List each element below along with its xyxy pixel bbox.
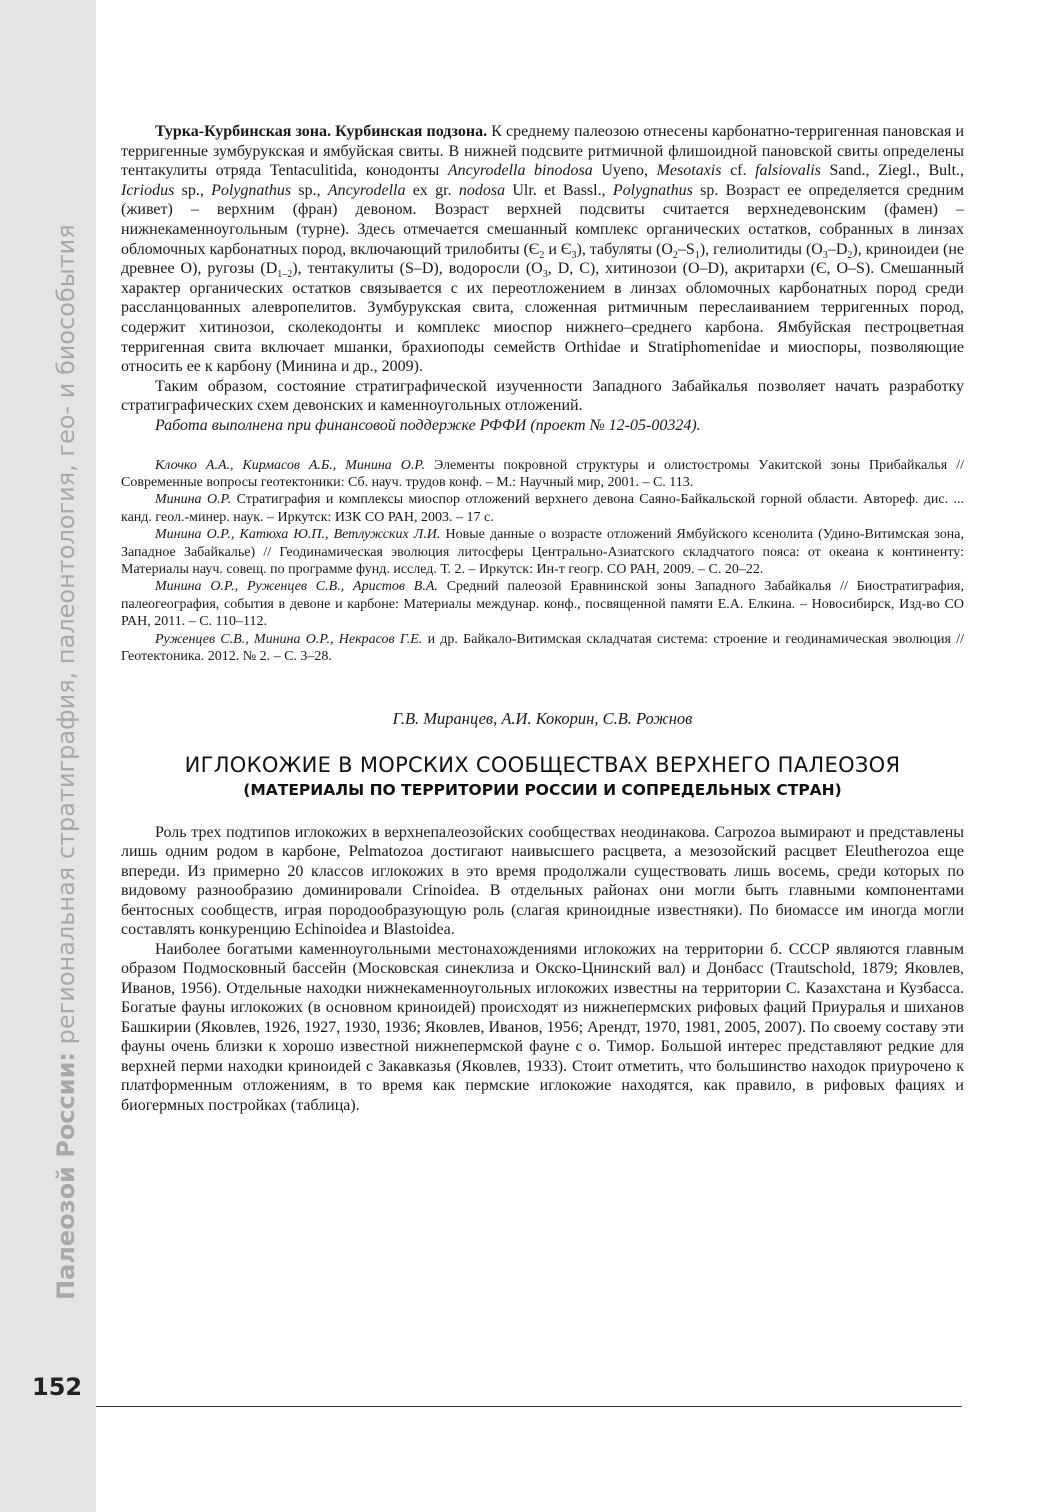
reference-authors: Минина О.Р., Руженцев С.В., Аристов В.А. bbox=[155, 579, 438, 595]
subscript: 2 bbox=[539, 249, 545, 261]
text-run: ex gr. bbox=[405, 181, 459, 199]
taxon-name: falsiovalis bbox=[755, 162, 821, 180]
subscript: 1–2 bbox=[277, 269, 293, 281]
text-run: ), тентакулиты (S–D), водоросли (O bbox=[292, 260, 543, 278]
text-run: К среднему палеозою отнесены карбонатно-терригенная пановская и терригенные зумбурукская и ямбуйская свиты. В нижней подсвите ритмичной флишоидной пановской свиты определены тентакулиты отряда Tentaculitida, конодонты bbox=[121, 123, 965, 180]
text-run: sp., bbox=[291, 181, 328, 199]
subscript: 3 bbox=[571, 249, 577, 261]
reference-text: Элементы покровной структуры и олистостромы Уакитской зоны Прибайкалья // Современные вопросы геотектоники: Сб. науч. трудов конф. – М.: Научный мир, 2001. – С. 113. bbox=[121, 457, 964, 490]
text-run: –S bbox=[677, 240, 695, 258]
page-number: 152 bbox=[32, 1373, 83, 1401]
paragraph-heading: Турка-Курбинская зона. Курбинская подзона. bbox=[155, 123, 488, 140]
article-body bbox=[121, 823, 964, 1116]
subscript: 1 bbox=[694, 249, 700, 261]
reference-item bbox=[121, 578, 964, 630]
paragraph-conclusion: Таким образом, состояние стратиграфической изученности Западного Забайкалья позволяет начать разработку стратиграфических схем девонских и каменноугольных отложений. bbox=[121, 377, 964, 415]
text-run: и Є bbox=[544, 240, 572, 258]
text-run: sp., bbox=[174, 181, 212, 199]
reference-text: Стратиграфия и комплексы миоспор отложений верхнего девона Саяно-Байкальской горной области. Автореф. дис. ... канд. геол.-минер. наук. – Иркутск: ИЗК СО РАН, 2003. – 17 с. bbox=[121, 492, 964, 525]
taxon-name: nodosa bbox=[458, 181, 506, 199]
taxon-name: Mesotaxis bbox=[656, 162, 722, 180]
taxon-name: Ancyrodella bbox=[327, 181, 406, 199]
page-content bbox=[121, 122, 964, 1115]
footer-rule bbox=[96, 1406, 962, 1407]
reference-text: Средний палеозой Еравнинской зоны Западного Забайкалья // Биостратиграфия, палеогеография, события в девоне и карбоне: Материалы междунар. конф., посвященной памяти Е.А. Елкина. – Новосибирск, Изд-во СО РАН, 2011. – С. 110–112. bbox=[121, 579, 964, 630]
text-run: –D bbox=[827, 240, 848, 258]
text-run: ), табуляты (O bbox=[576, 240, 673, 258]
article-title: ИГЛОКОЖИЕ В МОРСКИХ СООБЩЕСТВАХ ВЕРХНЕГО ПАЛЕОЗОЯ bbox=[184, 752, 901, 777]
text-run: Sand., Ziegl., Bult., bbox=[820, 162, 965, 180]
text-run: ), криноидеи (не древнее O), ругозы (D bbox=[121, 240, 964, 278]
reference-list bbox=[121, 457, 964, 666]
text-run: , D, C), хитинозои (O–D), акритархи (Є, O–S). Смешанный характер органических остатков связывается с их переотложением в линзах обломочных карбонатных пород среди рассланцованных алевропелитов. Зумбурукская свита, сложенная ритмичным переслаиванием терригенных пород, содержит хитинозои, сколекодонты и комплекс миоспор нижнего–среднего карбона. Ямбуйская пестроцветная терригенная свита включает мшанки, брахиоподы семейств Orthidae и Stratiphomenidae и миоспоры, позволяющие относить ее к карбону (Минина и др., 2009). bbox=[121, 260, 964, 376]
text-run: Uyeno, bbox=[592, 162, 657, 180]
subscript: 2 bbox=[672, 249, 678, 261]
running-header-series: Палеозой России: bbox=[52, 1052, 80, 1300]
reference-item bbox=[121, 491, 964, 526]
running-header-vertical bbox=[46, 224, 86, 1300]
text-run: Ulr. et Bassl., bbox=[505, 181, 613, 199]
taxon-name: Polygnathus bbox=[612, 181, 693, 199]
article-authors: Г.В. Миранцев, А.И. Кокорин, С.В. Рожнов bbox=[392, 709, 693, 729]
text-run: cf. bbox=[721, 162, 756, 180]
taxon-name: Icriodus bbox=[121, 181, 175, 199]
subscript: 3 bbox=[542, 269, 548, 281]
subscript: 2 bbox=[847, 249, 853, 261]
running-header-subtitle: региональная стратиграфия, палеонтология, гео- и биособытия bbox=[52, 224, 80, 1052]
reference-text: и др. Байкало-Витимская складчатая система: строение и геодинамическая эволюция // Геотектоника. 2012. № 2. – С. 3–28. bbox=[121, 631, 964, 664]
taxon-name: Polygnathus bbox=[211, 181, 292, 199]
article-paragraph: Роль трех подтипов иглокожих в верхнепалеозойских сообществах неодинакова. Carpozoa вымирают и представлены лишь одним родом в карбоне, Pelmatozoa достигают наивысшего расцвета, а мезозойский расцвет Eleutherozoa еще впереди. Из примерно 20 классов иглокожих в это время продолжали существовать лишь восемь, среди которых по видовому разнообразию доминировали Crinoidea. В отдельных районах они могли быть главными компонентами бентосных сообществ, играя породообразующую роль (слагая криноидные известняки). По биомассе им иногда могли составлять конкуренцию Echinoidea и Blastoidea. bbox=[121, 823, 964, 939]
reference-authors: Минина О.Р., Катюха Ю.П., Ветлужских Л.И. bbox=[155, 527, 441, 543]
text-run: ), гелиолитиды (O bbox=[699, 240, 823, 258]
reference-item bbox=[121, 631, 964, 666]
article-subtitle: (МАТЕРИАЛЫ ПО ТЕРРИТОРИИ РОССИИ И СОПРЕДЕЛЬНЫХ СТРАН) bbox=[243, 780, 842, 799]
subscript: 3 bbox=[822, 249, 828, 261]
reference-authors: Руженцев С.В., Минина О.Р., Некрасов Г.Е. bbox=[155, 631, 423, 647]
reference-text: Новые данные о возрасте отложений Ямбуйского ксенолита (Удино-Витимская зона, Западное Забайкалье) // Геодинамическая эволюция литосферы Центрально-Азиатского складчатого пояса: от океана к континенту: Материалы науч. совещ. по программе фунд. исслед. Т. 2. – Иркутск: Ин-т геогр. СО РАН, 2009. – С. 20–22. bbox=[121, 527, 965, 577]
reference-authors: Клочко А.А., Кирмасов А.Б., Минина О.Р. bbox=[155, 457, 426, 473]
article-paragraph: Наиболее богатыми каменноугольными местонахождениями иглокожих на территории б. СССР являются главным образом Подмосковный бассейн (Московская синеклиза и Окско-Цнинский вал) и Донбасс (Trautschold, 1879; Яковлев, Иванов, 1956). Отдельные находки нижнекаменноугольных иглокожих известны на территории С. Казахстана и Кузбасса. Богатые фауны иглокожих (в основном криноидей) происходят из нижнепермских рифовых фаций Приуралья и шиханов Башкирии (Яковлев, 1926, 1927, 1930, 1936; Яковлев, Иванов, 1956; Арендт, 1970, 1981, 2005, 2007). По своему составу эти фауны очень близки к хорошо известной нижнепермской фауне с о. Тимор. Большой интерес представляют редкие для верхней перми находки криноидей с Закавказья (Яковлев, 1933). Стоит отметить, что большинство находок приурочено к платформенным отложениям, в то время как пермские иглокожие находятся, как правило, в рифовых фациях и биогермных постройках (таблица). bbox=[121, 940, 964, 1114]
reference-item bbox=[121, 457, 964, 492]
text-run: sp. Возраст ее определяется средним (живет) – верхним (фран) девоном. Возраст верхней подсвиты считается верхнедевонским (фамен) – нижнекаменноугольным (турне). Здесь отмечается смешанный комплекс органических остатков, собранных в линзах обломочных карбонатных пород, включающий трилобиты (Є bbox=[121, 181, 965, 258]
funding-acknowledgement: Работа выполнена при финансовой поддержке РФФИ (проект № 12-05-00324). bbox=[155, 416, 701, 434]
taxon-name: Ancyrodella binodosa bbox=[447, 162, 593, 180]
reference-item bbox=[121, 526, 964, 578]
reference-authors: Минина О.Р. bbox=[155, 492, 232, 508]
paragraph-turka-kurbinskaya bbox=[121, 122, 964, 377]
